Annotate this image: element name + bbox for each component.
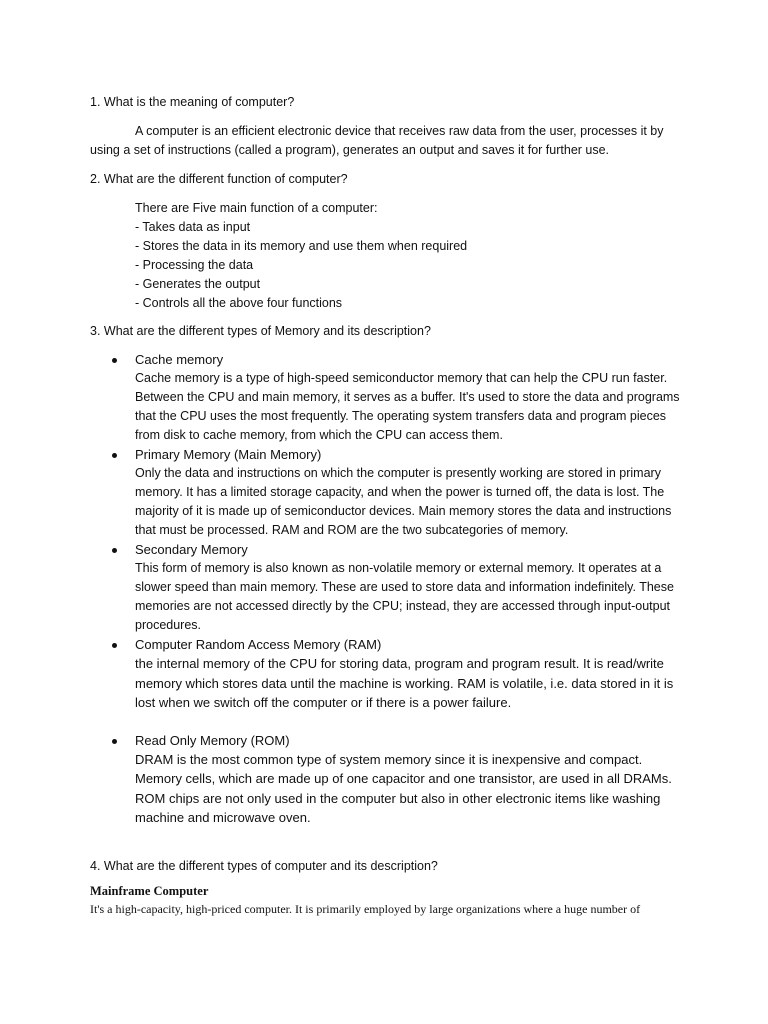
memory-title: Primary Memory (Main Memory) bbox=[135, 447, 322, 462]
memory-description: the internal memory of the CPU for storing data, program and program result. It is read/write memory which stores data until the machine is working. RAM is volatile, i.e. data stored in it is lost when we switch off the computer or if there is a power failure. bbox=[135, 656, 674, 710]
answer-1: A computer is an efficient electronic device that receives raw data from the user, processes it by using a set of instructions (called a program), generates an output and saves it for further use. bbox=[90, 124, 664, 157]
bullet-icon bbox=[112, 548, 117, 553]
bullet-icon bbox=[112, 739, 117, 744]
list-item bbox=[0, 350, 680, 445]
mainframe-description: It's a high-capacity, high-priced computer. It is primarily employed by large organizations where a huge number of bbox=[90, 902, 641, 916]
mainframe-heading: Mainframe Computer bbox=[90, 884, 209, 898]
function-item: - Generates the output bbox=[135, 277, 261, 291]
question-3: 3. What are the different types of Memory and its description? bbox=[90, 324, 431, 338]
memory-title: Computer Random Access Memory (RAM) bbox=[135, 637, 382, 652]
function-item: - Stores the data in its memory and use them when required bbox=[135, 239, 468, 253]
functions-intro: There are Five main function of a computer: bbox=[135, 201, 378, 215]
question-2: 2. What are the different function of computer? bbox=[90, 172, 348, 186]
list-item bbox=[0, 731, 680, 828]
bullet-icon bbox=[112, 358, 117, 363]
question-1: 1. What is the meaning of computer? bbox=[90, 95, 295, 109]
function-item: - Processing the data bbox=[135, 258, 254, 272]
memory-description: This form of memory is also known as non-volatile memory or external memory. It operates at a slower speed than main memory. These are used to store data and information indefinitely. These memories are not accessed directly by the CPU; instead, they are accessed through input-output procedures. bbox=[135, 561, 674, 632]
memory-title: Cache memory bbox=[135, 352, 224, 367]
memory-title: Secondary Memory bbox=[135, 542, 248, 557]
memory-description: Cache memory is a type of high-speed semiconductor memory that can help the CPU run faster. Between the CPU and main memory, it serves as a buffer. It's used to store the data and programs that the CPU uses the most frequently. The operating system transfers data and program pieces from disk to cache memory, from which the CPU can access them. bbox=[135, 371, 680, 442]
memory-description: DRAM is the most common type of system memory since it is inexpensive and compact. Memory cells, which are made up of one capacitor and one transistor, are used in all DRAMs. ROM chips are not only used in the computer but also in other electronic items like washing machine and microwave oven. bbox=[135, 751, 672, 825]
function-item: - Takes data as input bbox=[135, 220, 251, 234]
question-4: 4. What are the different types of computer and its description? bbox=[90, 859, 438, 873]
function-item: - Controls all the above four functions bbox=[135, 296, 343, 310]
memory-description: Only the data and instructions on which the computer is presently working are stored in primary memory. It has a limited storage capacity, and when the power is turned off, the data is lost. The majority of it is made up of semiconductor devices. Main memory stores the data and instructions that must be processed. RAM and ROM are the two subcategories of memory. bbox=[135, 466, 672, 537]
functions-block bbox=[135, 199, 467, 313]
list-item bbox=[0, 540, 680, 635]
bullet-icon bbox=[112, 453, 117, 458]
bullet-icon bbox=[112, 643, 117, 648]
list-item bbox=[0, 445, 680, 540]
memory-types-list bbox=[0, 350, 768, 828]
list-spacer bbox=[0, 713, 768, 731]
list-item bbox=[0, 635, 680, 713]
memory-title: Read Only Memory (ROM) bbox=[135, 732, 290, 748]
